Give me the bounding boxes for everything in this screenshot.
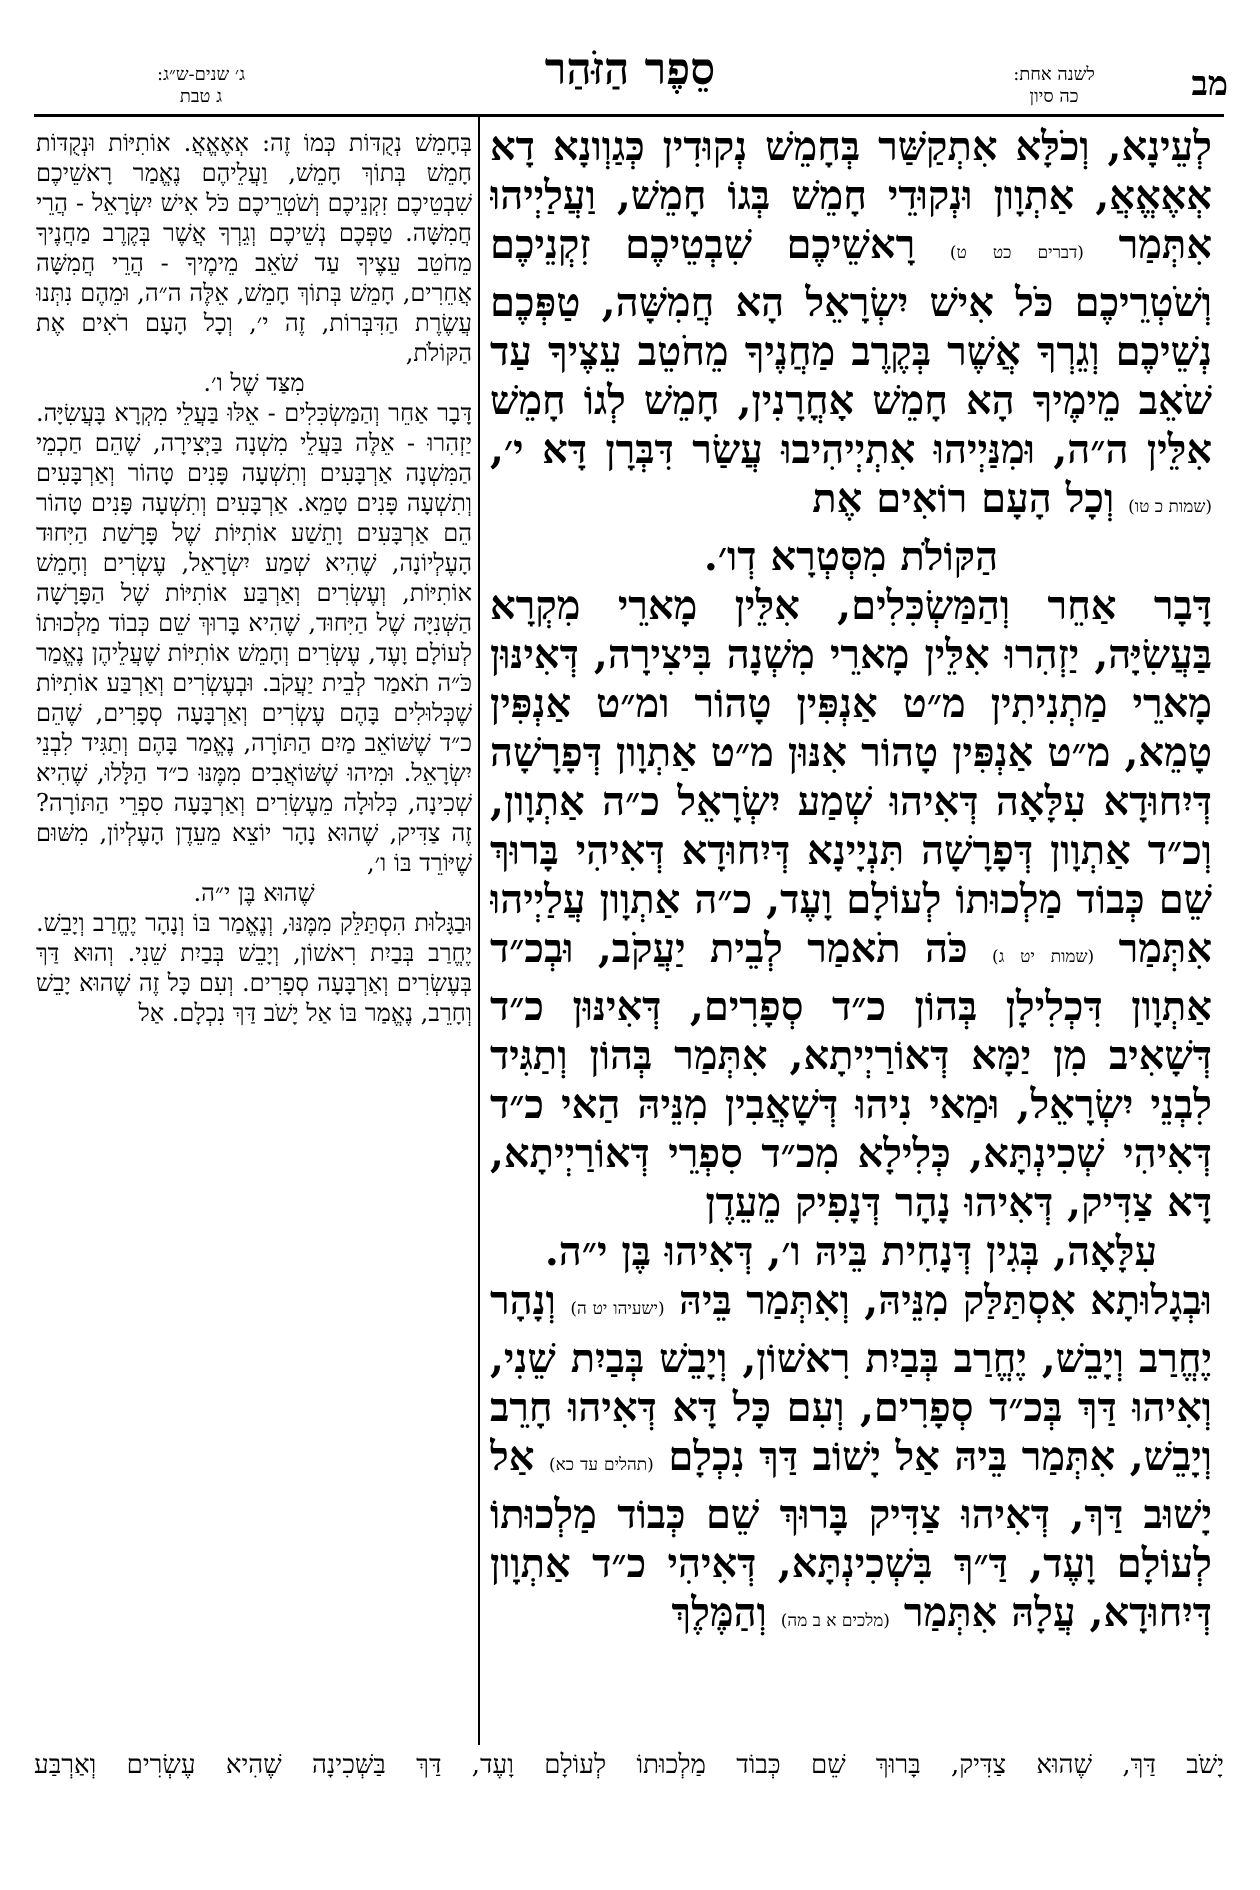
main-text: דָּבָר אַחֵר וְהַמַּשְׂכִּלִים, אִלֵּין מָארֵי מִקְרָא בַּעֲשִׂיָּה, יַזְהִרוּ אִלֵּין מָארֵי מִשְׁנָה בִּיצִירָה, דְּאִינּוּן מָארֵי מַתְנִיתִין מ״ט אַנְפִּין טָהוֹר ומ״ט אַנְפִּין טָמֵא, מ״ט אַנְפִּין טָהוֹר אִנּוּן מ״ט אַתְוָון דְּפָרָשָׁה דְּיִחוּדָא עִלָּאָה דְּאִיהוּ שְׁמַע יִשְׂרָאֵל כ״ה אַתְוָון, וְכ״ד אַתְוָון דְּפָרָשָׁה תִּנְיָינָא דְּיִחוּדָא דְּאִיהִי בָּרוּךְ שֵׁם כְּבוֹד מַלְכוּתוֹ לְעוֹלָם וָעֶד, כ״ה אַתְוָון עֲלַיְיהוּ אִתְּמַר	[490, 582, 1212, 972]
one-year-date: כה סיון	[1029, 86, 1079, 107]
main-text: רָאשֵׁיכֶם שִׁבְטֵיכֶם זִקְנֵיכֶם וְשֹׁטְרֵיכֶם כֹּל אִישׁ יִשְׂרָאֵל הָא חֲמִשָּׁה, טַפְּכֶם נְשֵׁיכֶם וְגֵרְךָ אֲשֶׁר בְּקֶרֶב מַחֲנֶיךָ מֵחֹטֵב עֵצֶיךָ עַד שֹׁאֵב מֵימֶיךָ הָא חָמֵשׁ אָחֳרָנִין, חָמֵשׁ לְגוֹ חָמֵשׁ אִלֵּין ה״ה, וּמִנַּיְיהוּ אִתְיְיהִיבוּ עֲשַׂר דִּבְּרָן דָּא י׳,	[490, 221, 1212, 473]
main-text: כֹּה תֹאמַר לְבֵית יַעֲקֹב, וּבְכ״ד אַתְוָון דִּכְלִילָן בְּהוֹן כ״ד סְפָרִים, דְּאִינּוּן כ״ד דְּשָׁאִיב מִן יַמָּא דְּאוֹרַיְיתָא, אִתְּמַר בְּהוֹן וְתַגִּיד לִבְנֵי יִשְׂרָאֵל, וּמַאי נִיהוּ דְּשָׁאֲבִין מִנֵּיהּ הַאי כ״ד דְּאִיהִי שְׁכִינְתָּא, כְּלִילָא מִכ״ד סִפְרֵי דְּאוֹרַיְיתָא, דָּא צַדִּיק, דְּאִיהוּ נָהָר דְּנָפִיק מֵעֵדֶן	[490, 925, 1212, 1226]
translation-paragraph-2-end: שֶׁהוּא בֶּן י״ה.	[193, 879, 315, 907]
page-header	[0, 0, 1260, 110]
translation-paragraph-1: בְּחָמֵשׁ נְקֻדּוֹת כְּמוֹ זֶה: אְאֶאֱאֲ. אוֹתִיּוֹת וּנְקֻדּוֹת חָמֵשׁ בְּתוֹךְ חָמֵשׁ, וַעֲלֵיהֶם נֶאֱמַר רָאשֵׁיכֶם שִׁבְטֵיכֶם זִקְנֵיכֶם וְשֹׁטְרֵיכֶם כֹּל אִישׁ יִשְׂרָאֵל - הֲרֵי חֲמִשָּׁה. טַפְּכֶם נְשֵׁיכֶם וְגֵרְךָ אֲשֶׁר בְּקֶרֶב מַחֲנֶיךָ מֵחֹטֵב עֵצֶיךָ עַד שֹׁאֵב מֵימֶיךָ - הֲרֵי חֲמִשָּׁה אֲחֵרִים, חָמֵשׁ בְּתוֹךְ חָמֵשׁ, אֵלֶּה ה״ה, וּמֵהֶם נִתְּנוּ עֲשֶׂרֶת הַדִּבְּרוֹת, זֶה י׳, וְכָל הָעָם רֹאִים אֶת הַקּוֹלֹת,	[36, 129, 472, 367]
book-title: סֵפֶר הַזֹּהַר	[544, 44, 716, 95]
main-text: לְעֵינָא, וְכֹלָּא אִתְקַשַּׁר בְּחָמֵשׁ נְקוּדִין כְּגַוְונָא דָא אְאֶאֱאֲ, אַתְוָון וּנְקוּדֵי חָמֵשׁ בְּגוֹ חָמֵשׁ, וַעֲלַיְיהוּ אִתְּמַר	[490, 123, 1212, 268]
main-paragraph-1	[490, 122, 1212, 532]
source-citation: (דברים כט ט)	[949, 243, 1084, 263]
main-paragraph-2-end: עִלָּאָה, בְּגִין דְּנָחִית בֵּיהּ ו׳, דְּאִיהוּ בֶּן י״ה.	[544, 1228, 1158, 1275]
main-text: אַל יָשׁוּב דַּךְ, דְּאִיהוּ צַדִּיק בָּרוּךְ שֵׁם כְּבוֹד מַלְכוּתוֹ לְעוֹלָם וָעֶד, דַּ״ךְ בִּשְׁכִינְתָּא, דְּאִיהִי כ״ד אַתְוָון דְּיִחוּדָא, עֲלָהּ אִתְּמַר	[490, 1433, 1212, 1636]
translation-paragraph-2: דָּבָר אַחֵר וְהַמַּשְׂכִּלִים - אֵלּוּ בַּעֲלֵי מִקְרָא בָּעֲשִׂיָּה. יַזְהִרוּ - אֵלֶּה בַּעֲלֵי מִשְׁנָה בַּיְּצִירָה, שֶׁהֵם חַכְמֵי הַמִּשְׁנָה אַרְבָּעִים וְתִשְׁעָה פָּנִים טָהוֹר וְאַרְבָּעִים וְתִשְׁעָה פָּנִים טָמֵא. אַרְבָּעִים וְתִשְׁעָה פָּנִים טָהוֹר הֵם אַרְבָּעִים וָתֵשַׁע אוֹתִיּוֹת שֶׁל פָּרָשַׁת הַיִּחוּד הָעֶלְיוֹנָה, שֶׁהִיא שְׁמַע יִשְׂרָאֵל, עֶשְׂרִים וְחָמֵשׁ אוֹתִיּוֹת, וְעֶשְׂרִים וְאַרְבַּע אוֹתִיּוֹת שֶׁל הַפָּרָשָׁה הַשְּׁנִיָּה שֶׁל הַיִּחוּד, שֶׁהִיא בָּרוּךְ שֵׁם כְּבוֹד מַלְכוּתוֹ לְעוֹלָם וָעֶד, עֶשְׂרִים וְחָמֵשׁ אוֹתִיּוֹת שֶׁעֲלֵיהֶן נֶאֱמַר כֹּ״ה תֹאמַר לְבֵית יַעֲקֹב. וּבְעֶשְׂרִים וְאַרְבַּע אוֹתִיּוֹת שֶׁכְּלוּלִים בָּהֶם עֶשְׂרִים וְאַרְבָּעָה סְפָרִים, שֶׁהֵם כ״ד שֶׁשּׁוֹאֵב מַיִם הַתּוֹרָה, נֶאֱמַר בָּהֶם וְתַגִּיד לִבְנֵי יִשְׂרָאֵל. וּמִיהוּ שֶׁשּׁוֹאֲבִים מִמֶּנּוּ כ״ד הַלָּלוּ, שֶׁהִיא שְׁכִינָה, כְּלוּלָה מֵעֶשְׂרִים וְאַרְבָּעָה סִפְרֵי הַתּוֹרָה? זֶה צַדִּיק, שֶׁהוּא נָהָר יוֹצֵא מֵעֵדֶן הָעֶלְיוֹן, מִשּׁוּם שֶׁיּוֹרֵד בּוֹ ו׳,	[36, 399, 472, 877]
three-years-date: ג טבת	[179, 86, 223, 107]
page-number: מב	[1191, 64, 1228, 104]
one-year-label: לשנה אחת:	[1013, 64, 1095, 85]
study-schedule-three-years	[116, 64, 286, 108]
column-divider	[478, 117, 480, 1745]
translation-column	[36, 128, 472, 1748]
main-text: וְהַמֶּלֶךְ	[671, 1589, 767, 1636]
main-text: וְנָהָר יֶחֱרַב וְיָבֵשׁ, יֶחֱרַב בְּבַיִת רִאשׁוֹן, וְיָבֵשׁ בְּבַיִת שֵׁנִי, וְאִיהוּ דַּךְ בְּכ״ד סְפָרִים, וְעִם כָּל דָּא דְּאִיהוּ חָרֵב וְיָבֵשׁ, אִתְּמַר בֵּיהּ אַל יָשׁוֹב דַּךְ נִכְלָם	[490, 1277, 1212, 1480]
main-text-column	[490, 122, 1212, 1747]
main-paragraph-2	[490, 581, 1212, 1227]
source-citation: (מלכים א ב מה)	[780, 1611, 890, 1631]
three-years-label: ג׳ שנים-ש״ג:	[156, 64, 246, 85]
footer-line: יָשֹׁב דַּךְ, שֶׁהוּא צַדִּיק, בָּרוּךְ שֵׁם כְּבוֹד מַלְכוּתוֹ לְעוֹלָם וָעֶד, דַּךְ בַּשְּׁכִינָה שֶׁהִיא עֶשְׂרִים וְאַרְבַּע	[34, 1750, 1224, 1780]
main-text: וְכָל הָעָם רוֹאִים אֶת	[812, 475, 1115, 522]
source-citation: (ישעיהו יט ה)	[570, 1299, 665, 1319]
main-paragraph-3	[490, 1276, 1212, 1646]
main-paragraph-1-end: הַקּוֹלֹת מִסְּטְרָא דְו׳.	[703, 533, 999, 580]
header-rule	[34, 114, 1224, 117]
source-citation: (שמות כ טו)	[1128, 497, 1212, 517]
source-citation: (תהלים עד כא)	[548, 1455, 654, 1475]
translation-paragraph-3: וּבַגָּלוּת הִסְתַּלֵּק מִמֶּנּוּ, וְנֶאֱמַר בּוֹ וְנָהָר יֶחֱרַב וְיָבֵשׁ. יֶחֱרַב בְּבַיִת רִאשׁוֹן, וְיָבֵשׁ בְּבַיִת שֵׁנִי. וְהוּא דַּךְ בְּעֶשְׂרִים וְאַרְבָּעָה סְפָרִים. וְעִם כָּל זֶה שֶׁהוּא יָבֵשׁ וְחָרֵב, נֶאֱמַר בּוֹ אַל יָשֹׁב דַּךְ נִכְלָם. אַל	[36, 909, 472, 1027]
main-text: וּבְגָלוּתָא אִסְתַּלַּק מִנֵּיהּ, וְאִתְּמַר בֵּיהּ	[679, 1277, 1212, 1324]
translation-paragraph-1-end: מִצַּד שֶׁל ו׳.	[203, 369, 305, 397]
source-citation: (שמות יט ג)	[992, 947, 1095, 967]
